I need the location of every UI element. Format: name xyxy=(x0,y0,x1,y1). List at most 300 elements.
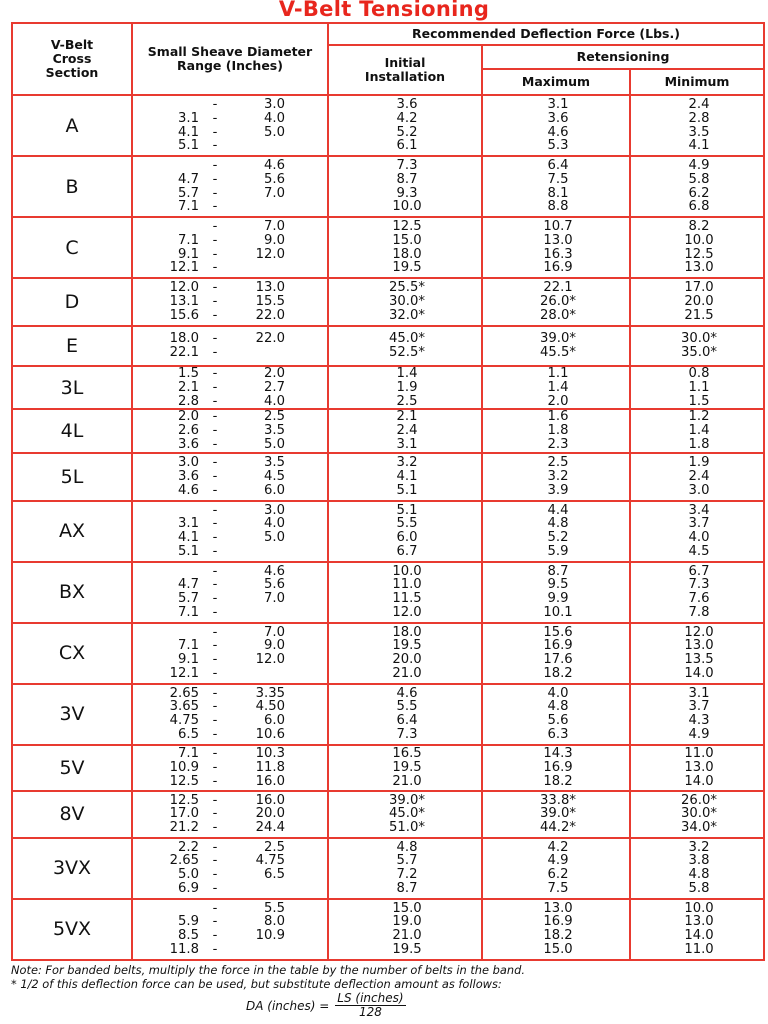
range-high: 20.0 xyxy=(255,806,285,822)
force-value: 5.1 xyxy=(396,482,418,498)
range-high: 10.6 xyxy=(255,727,285,743)
range-line xyxy=(133,395,327,409)
range-dash: - xyxy=(212,110,218,126)
force-value: 21.0 xyxy=(392,773,422,789)
force-value: 4.8 xyxy=(547,699,569,715)
range-dash: - xyxy=(212,638,218,654)
range-low xyxy=(133,220,199,234)
force-value: 11.5 xyxy=(392,591,422,607)
force-value: 34.0* xyxy=(681,820,717,836)
force-value: 12.0 xyxy=(684,624,714,640)
initial-force-cell xyxy=(328,623,482,684)
range-high: 4.75 xyxy=(255,853,285,869)
min-force-cell xyxy=(630,278,764,326)
range-low: 9.1 xyxy=(178,246,199,262)
range-high: 22.0 xyxy=(255,307,285,323)
force-value: 19.0 xyxy=(392,914,422,930)
force-value: 16.9 xyxy=(543,914,573,930)
range-low: 2.8 xyxy=(178,393,199,409)
header-maximum: Maximum xyxy=(482,69,630,95)
force-value: 4.1 xyxy=(688,138,710,154)
force-value: 4.2 xyxy=(547,839,569,855)
max-force-cell xyxy=(482,838,630,899)
range-line xyxy=(133,187,327,201)
range-low: 7.1 xyxy=(178,746,199,762)
formula-lhs: DA (inches) = xyxy=(246,998,330,1013)
force-value: 5.1 xyxy=(396,502,418,518)
force-value: 28.0* xyxy=(540,307,576,323)
force-value: 2.5 xyxy=(396,393,418,409)
range-dash: - xyxy=(212,605,218,621)
force-value: 7.8 xyxy=(688,605,710,621)
range-low xyxy=(133,98,199,112)
range-line xyxy=(133,578,327,592)
max-force-cell xyxy=(482,217,630,278)
range-high: 4.6 xyxy=(264,157,285,173)
force-value: 52.5* xyxy=(389,345,425,360)
force-value: 1.4 xyxy=(547,379,569,395)
range-low: 18.0 xyxy=(169,331,199,347)
force-value: 7.3 xyxy=(688,577,710,593)
range-high: 3.0 xyxy=(264,96,285,112)
cross-section-cell: AX xyxy=(12,501,132,562)
note-asterisk: * 1/2 of this deflection force can be used, but substitute deflection amount as follows: xyxy=(11,977,502,991)
formula-denominator: 128 xyxy=(358,1005,382,1019)
range-high: 3.0 xyxy=(264,502,285,518)
range-high: 16.0 xyxy=(255,773,285,789)
range-low: 2.65 xyxy=(169,853,199,869)
force-value: 0.8 xyxy=(688,366,710,381)
range-dash: - xyxy=(212,246,218,262)
range-high: 7.0 xyxy=(264,185,285,201)
force-value: 15.0 xyxy=(543,942,573,958)
range-low: 3.6 xyxy=(178,468,199,484)
sheave-range-cell xyxy=(132,453,328,501)
range-line xyxy=(133,915,327,929)
force-value: 7.5 xyxy=(547,171,569,187)
max-force-cell xyxy=(482,278,630,326)
range-low: 3.6 xyxy=(178,436,199,452)
range-high: 5.6 xyxy=(264,577,285,593)
range-high xyxy=(231,943,285,957)
force-value: 16.9 xyxy=(543,638,573,654)
header-recommended-force: Recommended Deflection Force (Lbs.) xyxy=(328,23,764,45)
force-value: 22.1 xyxy=(543,280,573,296)
force-value: 20.0 xyxy=(684,294,714,310)
range-low: 21.2 xyxy=(169,820,199,836)
force-value: 6.7 xyxy=(688,563,710,579)
range-low: 4.1 xyxy=(178,530,199,546)
range-low: 4.1 xyxy=(178,124,199,140)
range-line xyxy=(133,943,327,957)
force-value: 15.0 xyxy=(392,900,422,916)
range-line xyxy=(133,424,327,438)
force-value: 26.0* xyxy=(681,792,717,808)
range-dash: - xyxy=(212,185,218,201)
cross-section-cell: 4L xyxy=(12,409,132,452)
force-value: 30.0* xyxy=(681,331,717,347)
force-value: 7.3 xyxy=(396,727,418,743)
sheave-range-cell xyxy=(132,791,328,838)
force-value: 2.0 xyxy=(547,393,569,409)
range-low: 6.9 xyxy=(178,881,199,897)
force-value: 8.2 xyxy=(688,218,710,234)
range-high: 4.50 xyxy=(255,699,285,715)
range-dash: - xyxy=(212,928,218,944)
range-low: 12.5 xyxy=(169,792,199,808)
force-value: 3.6 xyxy=(547,110,569,126)
range-line xyxy=(133,902,327,916)
range-high: 5.5 xyxy=(264,900,285,916)
range-low: 4.6 xyxy=(178,482,199,498)
force-value: 5.7 xyxy=(396,853,418,869)
range-dash: - xyxy=(212,685,218,701)
range-line xyxy=(133,687,327,701)
force-value: 8.7 xyxy=(547,563,569,579)
force-value: 2.1 xyxy=(396,409,418,425)
range-dash: - xyxy=(212,199,218,215)
sheave-range-cell xyxy=(132,217,328,278)
range-low: 6.5 xyxy=(178,727,199,743)
force-value: 6.0 xyxy=(396,530,418,546)
force-value: 3.1 xyxy=(688,685,710,701)
force-value: 10.0 xyxy=(392,199,422,215)
force-value: 45.5* xyxy=(540,345,576,360)
range-dash: - xyxy=(212,806,218,822)
range-dash: - xyxy=(212,652,218,668)
range-dash: - xyxy=(212,218,218,234)
sheave-range-cell xyxy=(132,899,328,960)
range-high: 7.0 xyxy=(264,591,285,607)
force-value: 3.1 xyxy=(547,96,569,112)
force-value: 11.0 xyxy=(684,942,714,958)
force-value: 21.0 xyxy=(392,928,422,944)
force-value: 16.3 xyxy=(543,246,573,262)
range-high: 7.0 xyxy=(264,624,285,640)
range-line xyxy=(133,159,327,173)
table-row xyxy=(12,95,764,156)
range-line xyxy=(133,139,327,153)
range-line xyxy=(133,248,327,262)
range-low: 5.1 xyxy=(178,544,199,560)
sheave-range-cell xyxy=(132,278,328,326)
cross-section-cell: 5L xyxy=(12,453,132,501)
force-value: 44.2* xyxy=(540,820,576,836)
force-value: 5.9 xyxy=(547,544,569,560)
force-value: 14.0 xyxy=(684,928,714,944)
force-value: 14.0 xyxy=(684,773,714,789)
sheave-range-cell xyxy=(132,326,328,366)
min-force-cell xyxy=(630,623,764,684)
max-force-cell xyxy=(482,453,630,501)
force-value: 14.3 xyxy=(543,746,573,762)
range-dash: - xyxy=(212,881,218,897)
min-force-cell xyxy=(630,366,764,409)
force-value: 9.3 xyxy=(396,185,418,201)
force-value: 1.8 xyxy=(547,423,569,439)
range-dash: - xyxy=(212,482,218,498)
table-row xyxy=(12,278,764,326)
range-line xyxy=(133,410,327,424)
sheave-range-cell xyxy=(132,562,328,623)
force-value: 1.5 xyxy=(688,393,710,409)
force-value: 12.5 xyxy=(392,218,422,234)
force-value: 5.3 xyxy=(547,138,569,154)
force-value: 6.3 xyxy=(547,727,569,743)
force-value: 6.4 xyxy=(547,157,569,173)
range-dash: - xyxy=(212,307,218,323)
header-sheave-range: Small Sheave Diameter Range (Inches) xyxy=(132,23,328,95)
max-force-cell xyxy=(482,326,630,366)
table-row xyxy=(12,366,764,409)
initial-force-cell xyxy=(328,95,482,156)
min-force-cell xyxy=(630,501,764,562)
header-cross-section: V-Belt Cross Section xyxy=(12,23,132,95)
table-row xyxy=(12,899,764,960)
force-value: 16.9 xyxy=(543,759,573,775)
range-line xyxy=(133,126,327,140)
range-line xyxy=(133,346,327,360)
deflection-formula xyxy=(246,992,406,1019)
initial-force-cell xyxy=(328,326,482,366)
force-value: 13.5 xyxy=(684,652,714,668)
force-value: 39.0* xyxy=(540,331,576,347)
force-value: 5.8 xyxy=(688,881,710,897)
force-value: 25.5* xyxy=(389,280,425,296)
range-high: 2.7 xyxy=(264,379,285,395)
force-value: 4.9 xyxy=(688,157,710,173)
range-low: 15.6 xyxy=(169,307,199,323)
range-high: 8.0 xyxy=(264,914,285,930)
max-force-cell xyxy=(482,95,630,156)
force-value: 15.0 xyxy=(392,232,422,248)
sheave-range-cell xyxy=(132,838,328,899)
range-dash: - xyxy=(212,96,218,112)
sheave-range-cell xyxy=(132,409,328,452)
header-retensioning: Retensioning xyxy=(482,45,764,69)
min-force-cell xyxy=(630,745,764,791)
force-value: 13.0 xyxy=(684,260,714,276)
range-line xyxy=(133,747,327,761)
range-low: 12.1 xyxy=(169,260,199,276)
formula-fraction xyxy=(335,992,405,1019)
range-low: 5.7 xyxy=(178,591,199,607)
force-value: 3.2 xyxy=(688,839,710,855)
range-low: 3.0 xyxy=(178,455,199,471)
force-value: 1.4 xyxy=(396,366,418,381)
range-line xyxy=(133,775,327,789)
range-dash: - xyxy=(212,666,218,682)
initial-force-cell xyxy=(328,684,482,745)
range-line xyxy=(133,929,327,943)
range-high: 9.0 xyxy=(264,232,285,248)
force-value: 45.0* xyxy=(389,331,425,347)
range-high: 15.5 xyxy=(255,294,285,310)
force-value: 3.4 xyxy=(688,502,710,518)
force-value: 3.5 xyxy=(688,124,710,140)
range-dash: - xyxy=(212,502,218,518)
range-line xyxy=(133,545,327,559)
force-value: 1.4 xyxy=(688,423,710,439)
range-high xyxy=(231,261,285,275)
force-value: 7.6 xyxy=(688,591,710,607)
range-high: 12.0 xyxy=(255,246,285,262)
initial-force-cell xyxy=(328,745,482,791)
min-force-cell xyxy=(630,409,764,452)
force-value: 2.4 xyxy=(688,96,710,112)
force-value: 12.5 xyxy=(684,246,714,262)
range-high xyxy=(231,882,285,896)
force-value: 9.9 xyxy=(547,591,569,607)
range-low: 5.7 xyxy=(178,185,199,201)
force-value: 10.0 xyxy=(684,900,714,916)
range-high: 6.5 xyxy=(264,867,285,883)
force-value: 3.1 xyxy=(396,436,418,452)
range-low: 2.2 xyxy=(178,839,199,855)
force-value: 26.0* xyxy=(540,294,576,310)
range-dash: - xyxy=(212,914,218,930)
min-force-cell xyxy=(630,838,764,899)
range-line xyxy=(133,504,327,518)
initial-force-cell xyxy=(328,217,482,278)
range-high: 22.0 xyxy=(255,331,285,347)
force-value: 7.3 xyxy=(396,157,418,173)
sheave-range-cell xyxy=(132,745,328,791)
range-dash: - xyxy=(212,436,218,452)
max-force-cell xyxy=(482,409,630,452)
max-force-cell xyxy=(482,791,630,838)
table-row xyxy=(12,453,764,501)
range-line xyxy=(133,761,327,775)
min-force-cell xyxy=(630,562,764,623)
force-value: 8.8 xyxy=(547,199,569,215)
range-dash: - xyxy=(212,900,218,916)
range-dash: - xyxy=(212,853,218,869)
page-title: V-Belt Tensioning xyxy=(278,0,490,21)
force-value: 4.1 xyxy=(396,468,418,484)
cross-section-cell: E xyxy=(12,326,132,366)
range-line xyxy=(133,470,327,484)
force-value: 2.8 xyxy=(688,110,710,126)
range-line xyxy=(133,794,327,808)
table-row xyxy=(12,562,764,623)
range-high: 6.0 xyxy=(264,482,285,498)
range-low: 2.65 xyxy=(169,685,199,701)
range-high: 5.6 xyxy=(264,171,285,187)
range-line xyxy=(133,868,327,882)
min-force-cell xyxy=(630,156,764,217)
range-line xyxy=(133,98,327,112)
force-value: 19.5 xyxy=(392,942,422,958)
range-dash: - xyxy=(212,839,218,855)
max-force-cell xyxy=(482,562,630,623)
force-value: 4.5 xyxy=(688,544,710,560)
force-value: 18.0 xyxy=(392,624,422,640)
force-value: 6.8 xyxy=(688,199,710,215)
range-dash: - xyxy=(212,727,218,743)
force-value: 45.0* xyxy=(389,806,425,822)
range-dash: - xyxy=(212,563,218,579)
force-value: 18.0 xyxy=(392,246,422,262)
force-value: 1.1 xyxy=(688,379,710,395)
range-high: 16.0 xyxy=(255,792,285,808)
range-low: 12.1 xyxy=(169,666,199,682)
force-value: 8.1 xyxy=(547,185,569,201)
force-value: 6.7 xyxy=(396,544,418,560)
range-low: 8.5 xyxy=(178,928,199,944)
range-line xyxy=(133,112,327,126)
range-low: 4.7 xyxy=(178,171,199,187)
sheave-range-cell xyxy=(132,156,328,217)
range-dash: - xyxy=(212,409,218,425)
cross-section-cell: 3V xyxy=(12,684,132,745)
range-dash: - xyxy=(212,157,218,173)
table-row xyxy=(12,791,764,838)
range-line xyxy=(133,200,327,214)
force-value: 20.0 xyxy=(392,652,422,668)
range-low: 4.75 xyxy=(169,713,199,729)
force-value: 2.5 xyxy=(547,455,569,471)
range-high: 4.6 xyxy=(264,563,285,579)
range-line xyxy=(133,714,327,728)
force-value: 16.9 xyxy=(543,260,573,276)
range-dash: - xyxy=(212,294,218,310)
force-value: 12.0 xyxy=(392,605,422,621)
range-high: 7.0 xyxy=(264,218,285,234)
range-dash: - xyxy=(212,232,218,248)
force-value: 19.5 xyxy=(392,260,422,276)
force-value: 4.0 xyxy=(688,530,710,546)
force-value: 19.5 xyxy=(392,638,422,654)
range-line xyxy=(133,565,327,579)
max-force-cell xyxy=(482,366,630,409)
force-value: 4.6 xyxy=(396,685,418,701)
range-high: 9.0 xyxy=(264,638,285,654)
force-value: 7.5 xyxy=(547,881,569,897)
force-value: 6.2 xyxy=(688,185,710,201)
range-high: 5.0 xyxy=(264,124,285,140)
range-low: 10.9 xyxy=(169,759,199,775)
force-value: 18.2 xyxy=(543,773,573,789)
range-low: 4.7 xyxy=(178,577,199,593)
cross-section-cell: 8V xyxy=(12,791,132,838)
range-dash: - xyxy=(212,366,218,381)
range-dash: - xyxy=(212,280,218,296)
force-value: 3.2 xyxy=(396,455,418,471)
force-value: 13.0 xyxy=(684,759,714,775)
range-line xyxy=(133,854,327,868)
range-high: 4.0 xyxy=(264,516,285,532)
range-line xyxy=(133,309,327,323)
formula-numerator: LS (inches) xyxy=(337,991,404,1005)
force-value: 16.5 xyxy=(392,746,422,762)
force-value: 5.8 xyxy=(688,171,710,187)
range-high: 13.0 xyxy=(255,280,285,296)
force-value: 5.2 xyxy=(547,530,569,546)
force-value: 4.9 xyxy=(688,727,710,743)
min-force-cell xyxy=(630,791,764,838)
range-high: 3.5 xyxy=(264,423,285,439)
initial-force-cell xyxy=(328,899,482,960)
initial-force-cell xyxy=(328,791,482,838)
cross-section-cell: 3VX xyxy=(12,838,132,899)
range-high: 24.4 xyxy=(255,820,285,836)
cross-section-cell: 5VX xyxy=(12,899,132,960)
max-force-cell xyxy=(482,623,630,684)
range-high xyxy=(231,346,285,360)
range-dash: - xyxy=(212,345,218,360)
force-value: 8.7 xyxy=(396,171,418,187)
